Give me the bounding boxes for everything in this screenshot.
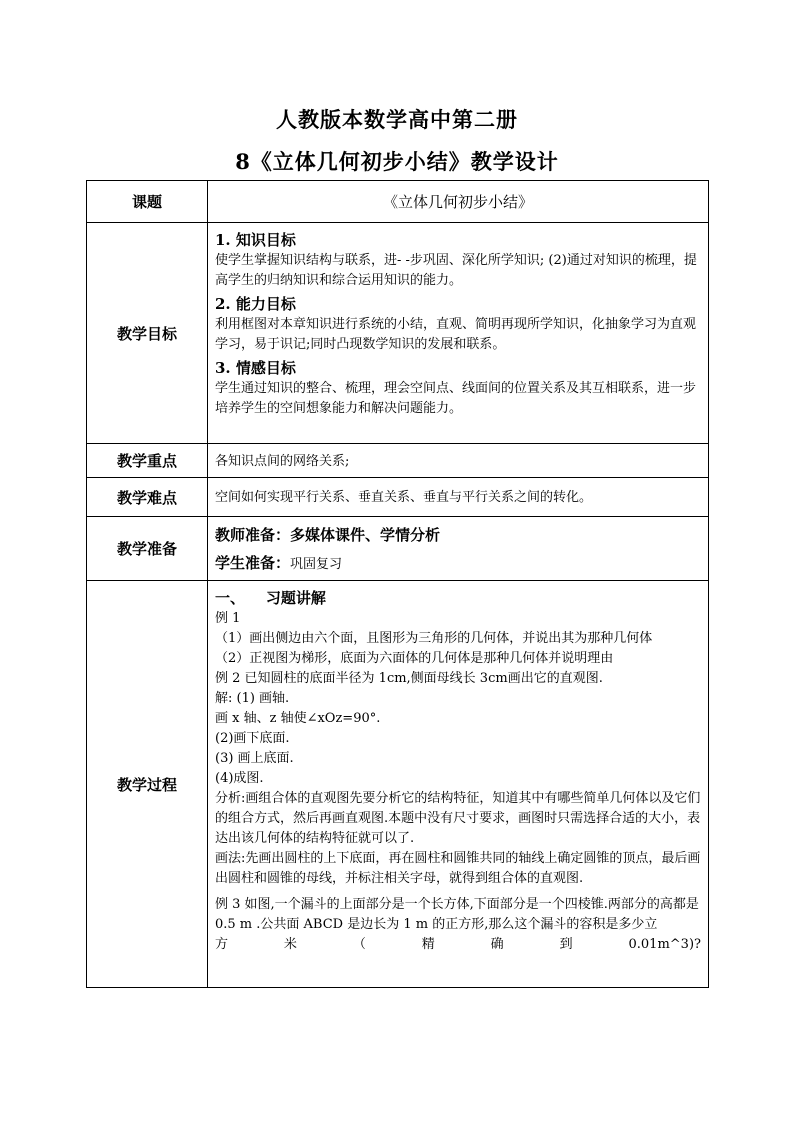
preparation-row: [87, 517, 709, 581]
key-points-value: 各知识点间的网络关系;: [208, 444, 709, 478]
process-analysis: 分析:画组合体的直观图先要分析它的结构特征，知道其中有哪些简单几何体以及它们的组合方式，然后再画直观图.本题中没有尺寸要求，画图时只需选择合适的大小，表达出该几何体的结构特征就可以了.: [215, 791, 701, 846]
objective-text-ability: 利用框图对本章知识进行系统的小结，直观、简明再现所学知识，化抽象学习为直观学习，易于识记;同时凸现数学知识的发展和联系。: [215, 317, 697, 352]
process-line: 解: (1) 画轴.: [215, 691, 290, 706]
student-preparation-label: 学生准备：: [215, 553, 291, 572]
topic-label: 课题: [87, 181, 208, 223]
difficulties-value: 空间如何实现平行关系、垂直关系、垂直与平行关系之间的转化。: [208, 478, 709, 517]
process-line: 例 2 已知圆柱的底面半径为 1cm,侧面母线长 3cm画出它的直观图.: [215, 671, 603, 686]
student-preparation-value: 巩固复习: [290, 556, 343, 572]
objective-heading-emotion: 3. 情感目标: [215, 359, 296, 377]
difficulties-label: 教学难点: [87, 478, 208, 517]
document-title-line2: 8《立体几何初步小结》教学设计: [235, 149, 559, 174]
process-line: (4)成图.: [215, 771, 264, 786]
process-heading: 一、 习题讲解: [215, 589, 326, 607]
process-example3-last: 方 米 （ 精 确 到 0.01m^3)?: [215, 937, 701, 952]
process-line: （1）画出侧边由六个面，且图形为三角形的几何体，并说出其为那种几何体: [215, 631, 653, 646]
process-line: (2)画下底面.: [215, 731, 290, 746]
teacher-preparation: 教师准备：多媒体课件、学情分析: [215, 525, 441, 544]
objective-heading-knowledge: 1. 知识目标: [215, 231, 296, 249]
process-line: （2）正视图为梯形，底面为六面体的几何体是那种几何体并说明理由: [215, 651, 614, 666]
process-line: 例 1: [215, 611, 241, 626]
objectives-row: [87, 223, 709, 444]
topic-value: 《立体几何初步小结》: [208, 181, 709, 223]
preparation-content: [208, 517, 709, 581]
process-line: (3) 画上底面.: [215, 751, 294, 766]
topic-row: [87, 181, 709, 223]
objective-text-knowledge: 使学生掌握知识结构与联系，进- -步巩固、深化所学知识; (2)通过对知识的梳理，提高学生的归纳知识和综合运用知识的能力。: [215, 253, 697, 288]
objective-text-emotion: 学生通过知识的整合、梳理，理会空间点、线面间的位置关系及其互相联系，进一步培养学生的空间想象能力和解决问题能力。: [215, 381, 697, 416]
process-content: [208, 581, 709, 988]
process-line: 画 x 轴、z 轴使∠xOz=90°.: [215, 711, 381, 726]
objective-heading-ability: 2. 能力目标: [215, 295, 296, 313]
document-title-line1: 人教版本数学高中第二册: [276, 107, 518, 132]
objectives-label: 教学目标: [87, 223, 208, 444]
objectives-content: [208, 223, 709, 444]
preparation-label: 教学准备: [87, 517, 208, 581]
process-method: 画法:先画出圆柱的上下底面，再在圆柱和圆锥共同的轴线上确定圆锥的顶点，最后画出圆柱和圆锥的母线，并标注相关字母，就得到组合体的直观图.: [215, 851, 701, 886]
key-points-row: [87, 444, 709, 478]
process-row: [87, 581, 709, 988]
process-label: 教学过程: [87, 581, 208, 988]
process-example3: 例 3 如图,一个漏斗的上面部分是一个长方体,下面部分是一个四棱锥.两部分的高都是 0.5 m .公共面 ABCD 是边长为 1 m 的正方形,那么这个漏斗的容积是多少立: [215, 897, 699, 932]
key-points-label: 教学重点: [87, 444, 208, 478]
difficulties-row: [87, 478, 709, 517]
lesson-plan-table: [86, 180, 709, 988]
